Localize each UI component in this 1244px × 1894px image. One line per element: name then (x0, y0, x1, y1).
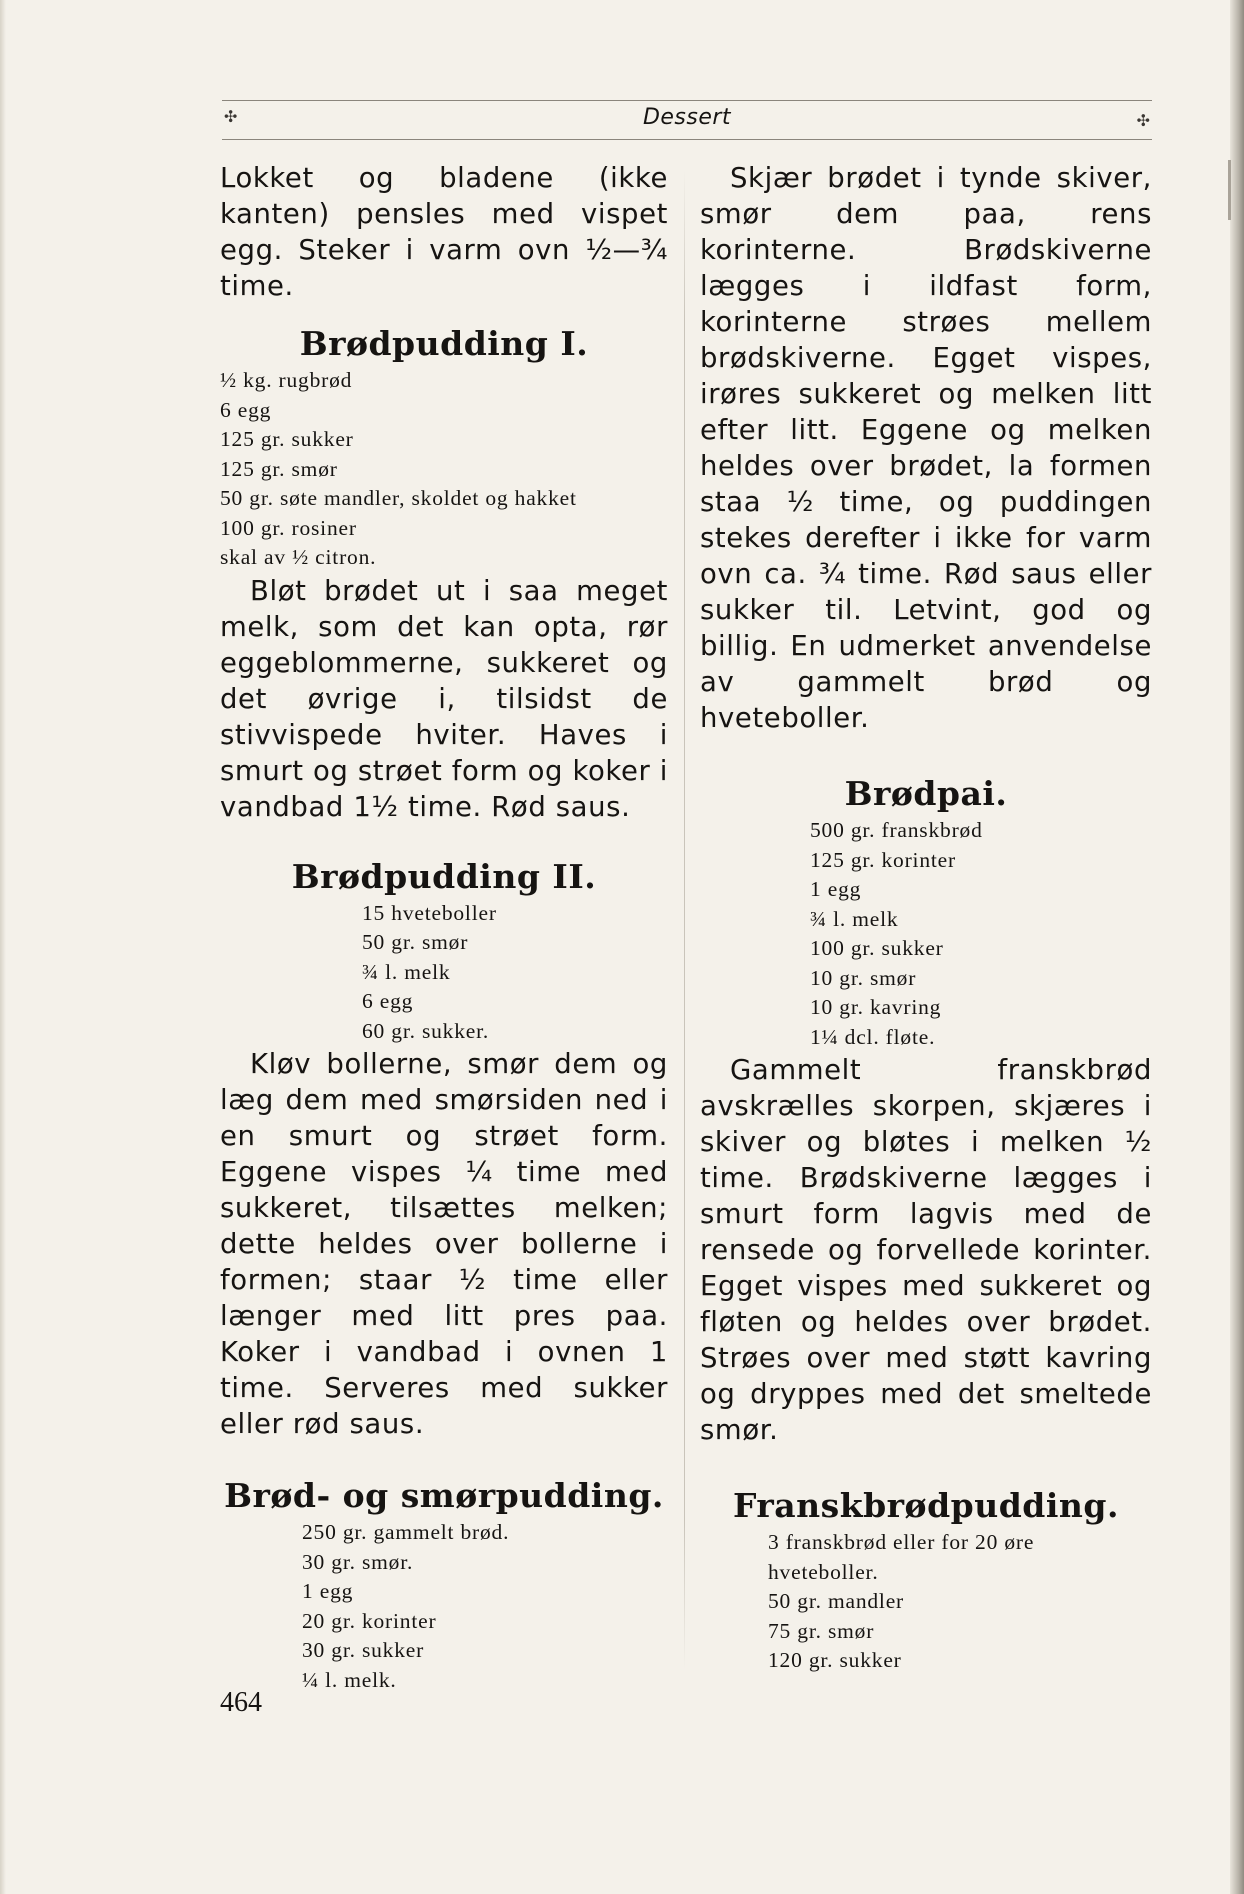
ingredient-item: 125 gr. smør (220, 456, 338, 481)
ornament-left-icon: ✣ (224, 107, 238, 126)
ingredient-item: 500 gr. franskbrød (810, 818, 983, 842)
ingredient-item: 50 gr. mandler (768, 1589, 904, 1613)
ingredient-item: ¾ l. melk (810, 906, 899, 931)
ingredient-item: 1 egg (810, 877, 862, 901)
ingredient-item: 75 gr. smør (768, 1618, 875, 1643)
continued-paragraph: Lokket og bladene (ikke kanten) pensles med vispet egg. Steker i varm ovn ½—¾ time. (220, 162, 668, 302)
running-head (222, 100, 1152, 140)
continued-paragraph: Skjær brødet i tynde skiver, smør dem paa, rens korinterne. Brødskiverne lægges i ildfast form, korinterne strøes mellem brødskiverne. Egget vispes, irøres sukkeret og melken litt efter litt. Eggene og melken heldes over brødet, la formen staa ½ time, og puddingen stekes derefter i ikke for varm ovn ca. ¾ time. Rød saus eller sukker til. Letvint, god og billig. En udmerket anvendelse av gammelt brød og hveteboller. (700, 162, 1152, 734)
running-head-title: Dessert (642, 105, 732, 130)
ingredient-item: 30 gr. smør. (302, 1549, 414, 1574)
ingredient-item: 50 gr. søte mandler, skoldet og hakket (220, 486, 577, 510)
ingredient-item: 6 egg (362, 989, 414, 1013)
right-column (700, 160, 1152, 1676)
ingredient-item: 125 gr. korinter (810, 847, 956, 872)
ornament-right-icon: ✣ (1136, 111, 1150, 130)
page-number: 464 (220, 1687, 262, 1718)
recipe-title-brodpai: Brødpai. (844, 774, 1008, 813)
recipe-title-brod-og-smorpudding: Brød- og smørpudding. (224, 1476, 664, 1515)
left-column (220, 160, 668, 1695)
recipe-title-franskbrodpudding: Franskbrødpudding. (733, 1486, 1119, 1525)
ingredient-item: 60 gr. sukker. (362, 1018, 490, 1043)
ingredient-item: 100 gr. sukker (810, 936, 944, 960)
ingredient-item: ¼ l. melk. (302, 1667, 397, 1692)
recipe-method-brodpai: Gammelt franskbrød avskrælles skorpen, skjæres i skiver og bløtes i melken ½ time. Brødskiverne lægges i smurt form lagvis med de rensede og forvellede korinter. Egget vispes med sukkeret og fløten og heldes over brødet. Strøes over med støtt kavring og dryppes med det smeltede smør. (700, 1054, 1152, 1446)
ingredient-item: 15 hveteboller (362, 900, 497, 925)
ingredient-item: 1 egg (302, 1579, 354, 1603)
ingredient-item: 250 gr. gammelt brød. (302, 1520, 510, 1544)
ingredient-item: ½ kg. rugbrød (220, 368, 353, 392)
page-edge-right (1230, 0, 1244, 1894)
ingredient-item: 1¼ dcl. fløte. (810, 1024, 936, 1049)
ingredient-item: skal av ½ citron. (220, 545, 377, 569)
ingredient-item: 30 gr. sukker (302, 1638, 425, 1662)
ingredient-item: 6 egg (220, 397, 272, 422)
ingredient-item: 125 gr. sukker (220, 427, 354, 451)
page-edge-left (0, 0, 6, 1894)
recipe-title-brodpudding-2: Brødpudding II. (291, 856, 597, 896)
ingredient-item: 3 franskbrød eller for 20 øre hveteboller. (768, 1530, 1035, 1584)
column-divider (684, 170, 685, 1670)
ingredient-item: 100 gr. rosiner (220, 515, 357, 540)
ingredient-list-brod-og-smorpudding (220, 1518, 668, 1695)
ingredient-list-brodpudding-2 (220, 899, 668, 1047)
ingredient-item: 10 gr. kavring (810, 995, 942, 1019)
ingredient-item: 120 gr. sukker (768, 1648, 902, 1672)
recipe-method-brodpudding-1: Bløt brødet ut i saa meget melk, som det kan opta, rør eggeblommerne, sukkeret og det øvrige i, tilsidst de stivvispede hviter. Haves i smurt og strøet form og koker i vandbad 1½ time. Rød saus. (220, 574, 668, 823)
binding-shadow (1228, 160, 1231, 220)
recipe-method-brodpudding-2: Kløv bollerne, smør dem og læg dem med smørsiden ned i en smurt og strøet form. Eggene vispes ¼ time med sukkeret, tilsættes melken; dette heldes over bollerne i formen; staar ½ time eller længer med litt pres paa. Koker i vandbad i ovnen 1 time. Serveres med sukker eller rød saus. (220, 1048, 668, 1440)
ingredient-list-brodpai (700, 816, 1152, 1052)
ingredient-list-franskbrodpudding (700, 1528, 1098, 1676)
ingredient-item: ¾ l. melk (362, 959, 451, 984)
ingredient-item: 20 gr. korinter (302, 1608, 437, 1633)
recipe-title-brodpudding-1: Brødpudding I. (299, 324, 589, 363)
ingredient-item: 10 gr. smør (810, 965, 917, 990)
ingredient-list-brodpudding-1 (220, 366, 668, 573)
ingredient-item: 50 gr. smør (362, 930, 469, 954)
